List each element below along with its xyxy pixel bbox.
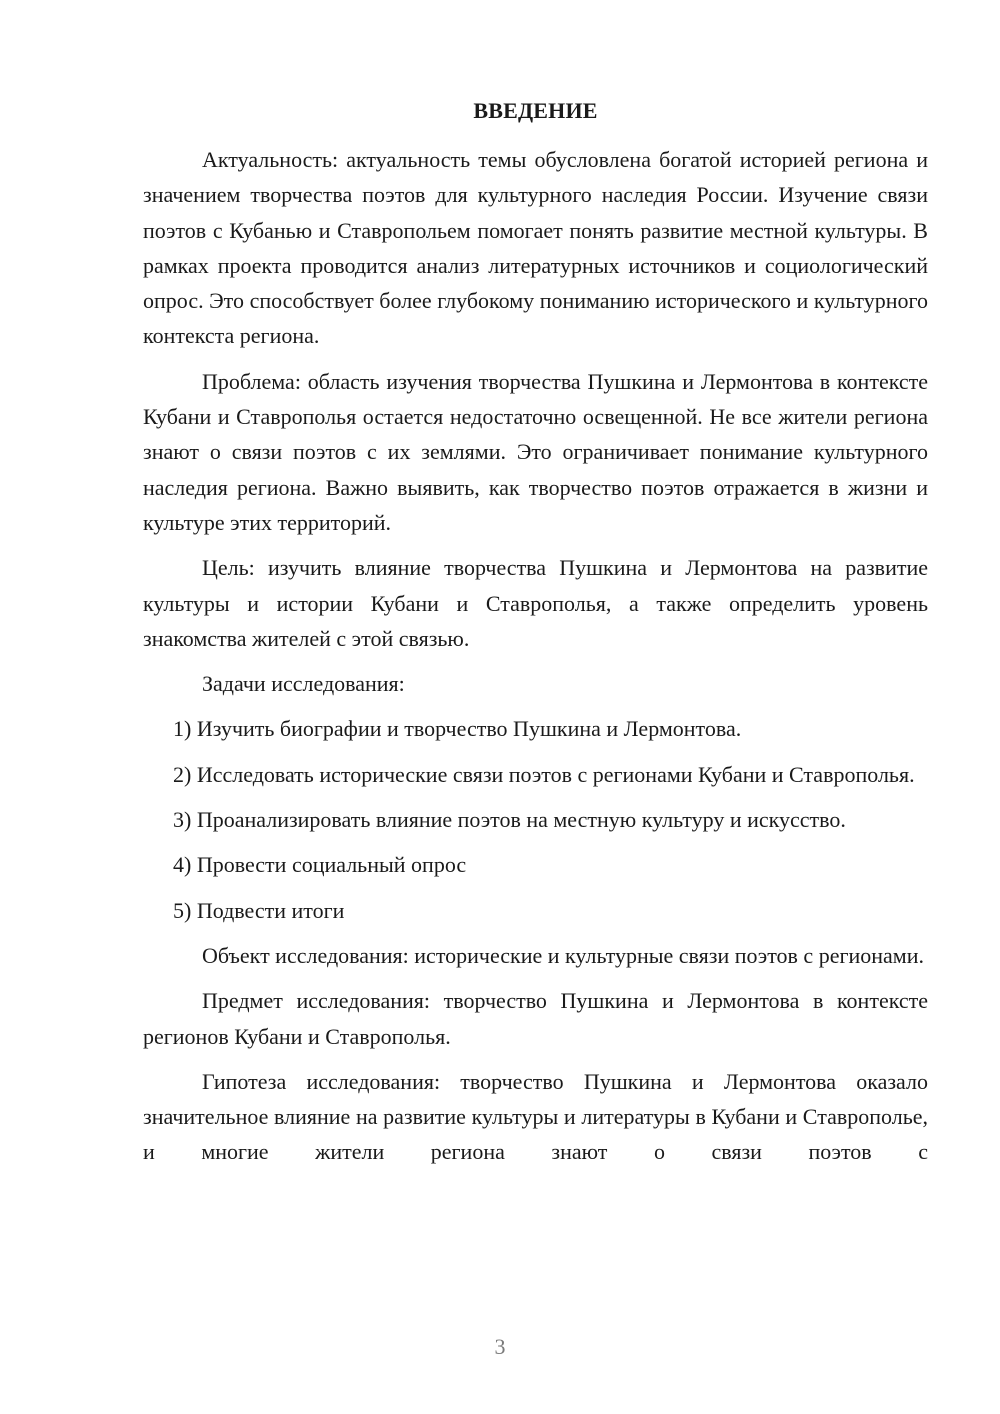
paragraph-relevance: Актуальность: актуальность темы обусловлена богатой историей региона и значением творчества поэтов для культурного наследия России. Изучение связи поэтов с Кубанью и Ставропольем помогает понять развитие местной культуры. В рамках проекта проводится анализ литературных источников и социологический опрос. Это способствует более глубокому пониманию исторического и культурного контекста региона. — [143, 147, 928, 349]
paragraph-problem: Проблема: область изучения творчества Пушкина и Лермонтова в контексте Кубани и Ставрополья остается недостаточно освещенной. Не все жители региона знают о связи поэтов с их землями. Это ограничивает понимание культурного наследия региона. Важно выявить, как творчество поэтов отражается в жизни и культуре этих территорий. — [143, 368, 928, 535]
task-item-2: 2) Исследовать исторические связи поэтов с регионами Кубани и Ставрополья. — [173, 761, 915, 787]
paragraph-subject: Предмет исследования: творчество Пушкина и Лермонтова в контексте регионов Кубани и Ставрополья. — [143, 988, 928, 1049]
body-text — [143, 142, 928, 1180]
task-item-1: 1) Изучить биографии и творчество Пушкина и Лермонтова. — [173, 716, 742, 742]
task-item-3: 3) Проанализировать влияние поэтов на местную культуру и искусство. — [173, 807, 846, 833]
page-number: 3 — [494, 1334, 506, 1359]
task-item-5: 5) Подвести итоги — [173, 897, 345, 923]
task-item-4: 4) Провести социальный опрос — [173, 852, 467, 878]
tasks-heading: Задачи исследования: — [202, 671, 405, 697]
paragraph-object: Объект исследования: исторические и культурные связи поэтов с регионами. — [202, 942, 924, 968]
section-title: ВВЕДЕНИЕ — [473, 98, 598, 123]
paragraph-goal: Цель: изучить влияние творчества Пушкина и Лермонтова на развитие культуры и истории Кубани и Ставрополья, а также определить уровень знакомства жителей с этой связью. — [143, 555, 928, 651]
paragraph-hypothesis: Гипотеза исследования: творчество Пушкина и Лермонтова оказало значительное влияние на развитие культуры и литературы в Кубани и Ставрополье, и многие жители региона знают о связи поэтов с — [143, 1068, 928, 1165]
